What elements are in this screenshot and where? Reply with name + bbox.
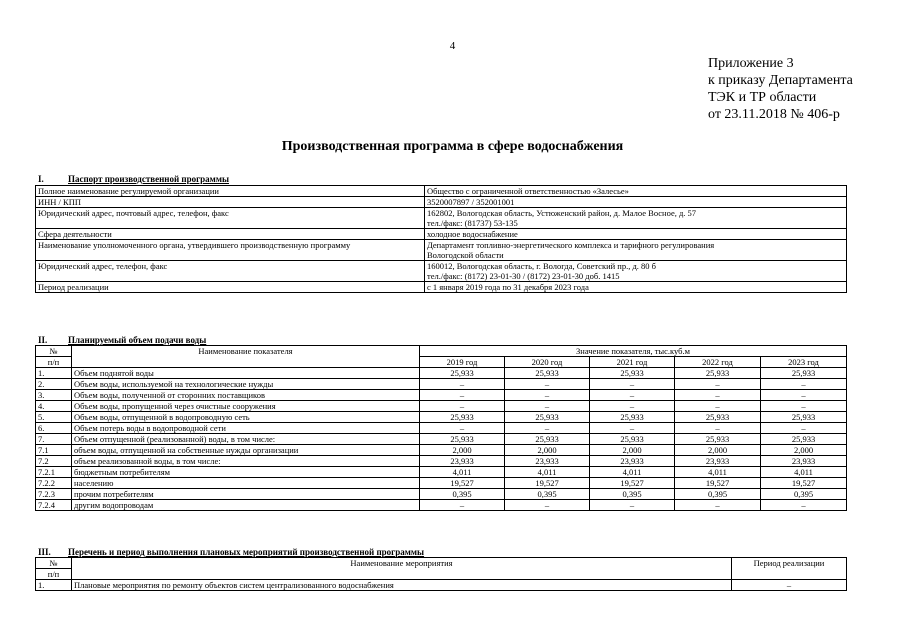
indicator-value: –: [761, 423, 847, 434]
indicator-value: 4,011: [675, 467, 761, 478]
indicator-value: 25,933: [505, 368, 590, 379]
indicator-value: 2,000: [505, 445, 590, 456]
indicator-value: –: [420, 379, 505, 390]
table-row: [36, 186, 847, 197]
indicator-value: 19,527: [505, 478, 590, 489]
page-number: 4: [449, 40, 456, 52]
passport-label: Полное наименование регулируемой организации: [36, 186, 425, 197]
indicator-value: –: [761, 500, 847, 511]
table-row: [36, 412, 847, 423]
indicator-value: 25,933: [420, 368, 505, 379]
column-header-period: Период реализации: [732, 558, 847, 580]
indicator-value: 23,933: [761, 456, 847, 467]
measures-table: [35, 557, 847, 591]
row-number: 7.2.1: [36, 467, 72, 478]
indicator-value: –: [675, 423, 761, 434]
section-title: Паспорт производственной программы: [68, 174, 229, 184]
table-row: [36, 423, 847, 434]
table-row: [36, 500, 847, 511]
row-number: 2.: [36, 379, 72, 390]
column-header-name: Наименование мероприятия: [72, 558, 732, 580]
row-number: 4.: [36, 401, 72, 412]
appendix-line: от 23.11.2018 № 406-р: [708, 107, 840, 122]
passport-value: [425, 186, 847, 197]
year-header: 2021 год: [590, 357, 675, 368]
indicator-name: прочим потребителям: [72, 489, 420, 500]
passport-label: Период реализации: [36, 282, 425, 293]
row-number: 1.: [36, 580, 72, 591]
year-header: 2023 год: [761, 357, 847, 368]
indicator-value: –: [675, 401, 761, 412]
row-number: 7.2.3: [36, 489, 72, 500]
indicator-value: –: [420, 500, 505, 511]
indicator-value: 0,395: [420, 489, 505, 500]
table-row: [36, 229, 847, 240]
passport-label: Сфера деятельности: [36, 229, 425, 240]
passport-value: [425, 282, 847, 293]
row-number: 7.2: [36, 456, 72, 467]
year-header: 2020 год: [505, 357, 590, 368]
indicator-value: 4,011: [505, 467, 590, 478]
indicator-name: объем реализованной воды, в том числе:: [72, 456, 420, 467]
indicator-value: 2,000: [590, 445, 675, 456]
indicator-value: –: [675, 390, 761, 401]
appendix-line: Приложение 3: [708, 56, 794, 71]
indicator-value: 0,395: [675, 489, 761, 500]
section-title: Планируемый объем подачи воды: [68, 335, 207, 345]
indicator-value: –: [590, 500, 675, 511]
indicator-value: 25,933: [420, 434, 505, 445]
passport-value-line: тел./факс: (8172) 23-01-30 / (8172) 23-01-30 доб. 1415: [427, 271, 620, 281]
indicator-value: 2,000: [420, 445, 505, 456]
section-number: III.: [38, 547, 51, 557]
document-title: Производственная программа в сфере водоснабжения: [281, 139, 624, 154]
column-header-number: №: [36, 346, 72, 357]
table-row: [36, 445, 847, 456]
indicator-value: –: [590, 379, 675, 390]
indicator-value: 0,395: [761, 489, 847, 500]
measure-name: Плановые мероприятия по ремонту объектов систем централизованного водоснабжения: [72, 580, 732, 591]
row-number: 3.: [36, 390, 72, 401]
indicator-value: –: [761, 401, 847, 412]
passport-value: [425, 261, 847, 282]
passport-value: [425, 197, 847, 208]
passport-value-line: холодное водоснабжение: [427, 229, 518, 239]
indicator-value: –: [505, 423, 590, 434]
passport-table: [35, 185, 847, 293]
passport-value-line: Департамент топливно-энергетического комплекса и тарифного регулирования: [427, 240, 715, 250]
indicator-name: объем воды, отпущенной на собственные нужды организации: [72, 445, 420, 456]
indicator-value: 25,933: [761, 368, 847, 379]
indicator-value: –: [505, 401, 590, 412]
row-number: 5.: [36, 412, 72, 423]
indicator-value: –: [675, 500, 761, 511]
table-row: [36, 478, 847, 489]
indicator-value: 19,527: [675, 478, 761, 489]
indicator-value: 4,011: [761, 467, 847, 478]
passport-value-line: тел./факс: (81737) 53-135: [427, 218, 518, 228]
passport-value: [425, 240, 847, 261]
indicator-value: 25,933: [505, 412, 590, 423]
table-row: [36, 489, 847, 500]
passport-value: [425, 208, 847, 229]
indicator-value: –: [505, 390, 590, 401]
section-heading: [38, 335, 206, 345]
indicator-value: 0,395: [590, 489, 675, 500]
indicator-value: 2,000: [675, 445, 761, 456]
passport-value-line: 3520007897 / 352001001: [427, 197, 515, 207]
column-header-number: №: [36, 558, 72, 569]
table-row: [36, 467, 847, 478]
indicator-value: –: [761, 379, 847, 390]
column-header-value: Значение показателя, тыс.куб.м: [420, 346, 847, 357]
indicator-value: 4,011: [420, 467, 505, 478]
section-number: I.: [38, 174, 44, 184]
indicator-name: Объем воды, отпущенной в водопроводную сеть: [72, 412, 420, 423]
year-header: 2019 год: [420, 357, 505, 368]
indicator-name: другим водопроводам: [72, 500, 420, 511]
indicator-value: –: [590, 423, 675, 434]
indicator-value: 23,933: [505, 456, 590, 467]
passport-label: Наименование уполномоченного органа, утвердившего производственную программу: [36, 240, 425, 261]
table-row: [36, 390, 847, 401]
indicator-value: 23,933: [420, 456, 505, 467]
indicator-name: бюджетным потребителям: [72, 467, 420, 478]
passport-value-line: 160012, Вологодская область, г. Вологда, Советский пр., д. 80 б: [427, 261, 657, 271]
table-row: [36, 208, 847, 229]
indicator-name: Объем воды, используемой на технологические нужды: [72, 379, 420, 390]
year-header: 2022 год: [675, 357, 761, 368]
indicator-value: –: [420, 401, 505, 412]
indicator-value: 25,933: [675, 434, 761, 445]
indicator-value: 25,933: [420, 412, 505, 423]
indicator-value: –: [505, 500, 590, 511]
table-row: [36, 282, 847, 293]
row-number: 7.2.2: [36, 478, 72, 489]
passport-label: ИНН / КПП: [36, 197, 425, 208]
table-row: [36, 261, 847, 282]
table-row: [36, 379, 847, 390]
table-row: [36, 401, 847, 412]
indicator-value: 19,527: [761, 478, 847, 489]
column-header-number: п/п: [36, 569, 72, 580]
indicator-value: –: [420, 423, 505, 434]
indicator-value: 19,527: [420, 478, 505, 489]
indicator-name: Объем потерь воды в водопроводной сети: [72, 423, 420, 434]
indicator-value: 19,527: [590, 478, 675, 489]
indicator-name: Объем воды, полученной от сторонних поставщиков: [72, 390, 420, 401]
water-volume-table: [35, 345, 847, 511]
measure-period: –: [732, 580, 847, 591]
table-row: [36, 434, 847, 445]
passport-label: Юридический адрес, почтовый адрес, телефон, факс: [36, 208, 425, 229]
passport-value-line: с 1 января 2019 года по 31 декабря 2023 года: [427, 282, 589, 292]
section-heading: [38, 547, 424, 557]
indicator-value: 25,933: [761, 412, 847, 423]
row-number: 6.: [36, 423, 72, 434]
section-title: Перечень и период выполнения плановых мероприятий производственной программы: [68, 547, 425, 557]
indicator-name: населению: [72, 478, 420, 489]
appendix-block: [708, 55, 853, 123]
column-header-number: п/п: [36, 357, 72, 368]
indicator-value: 25,933: [590, 368, 675, 379]
indicator-value: 23,933: [590, 456, 675, 467]
row-number: 1.: [36, 368, 72, 379]
indicator-value: 25,933: [505, 434, 590, 445]
passport-value-line: 162802, Вологодская область, Устюженский район, д. Малое Восное, д. 57: [427, 208, 697, 218]
indicator-name: Объем отпущенной (реализованной) воды, в том числе:: [72, 434, 420, 445]
indicator-value: –: [420, 390, 505, 401]
section-number: II.: [38, 335, 48, 345]
indicator-value: 0,395: [505, 489, 590, 500]
indicator-value: 23,933: [675, 456, 761, 467]
row-number: 7.1: [36, 445, 72, 456]
table-row: [36, 368, 847, 379]
table-row: [36, 580, 847, 591]
indicator-value: 25,933: [761, 434, 847, 445]
indicator-value: 2,000: [761, 445, 847, 456]
row-number: 7.: [36, 434, 72, 445]
passport-value-line: Вологодской области: [427, 250, 504, 260]
appendix-line: к приказу Департамента: [708, 73, 853, 88]
table-row: [36, 456, 847, 467]
passport-value-line: Общество с ограниченной ответственностью «Залесье»: [427, 186, 629, 196]
indicator-value: 4,011: [590, 467, 675, 478]
passport-label: Юридический адрес, телефон, факс: [36, 261, 425, 282]
indicator-value: –: [761, 390, 847, 401]
indicator-name: Объем поднятой воды: [72, 368, 420, 379]
table-row: [36, 240, 847, 261]
indicator-value: –: [505, 379, 590, 390]
indicator-value: –: [590, 401, 675, 412]
row-number: 7.2.4: [36, 500, 72, 511]
indicator-value: 25,933: [675, 412, 761, 423]
indicator-value: 25,933: [590, 434, 675, 445]
indicator-value: 25,933: [590, 412, 675, 423]
passport-value: [425, 229, 847, 240]
table-row: [36, 197, 847, 208]
column-header-name: Наименование показателя: [72, 346, 420, 368]
section-heading: [38, 174, 229, 184]
indicator-value: –: [590, 390, 675, 401]
indicator-name: Объем воды, пропущенной через очистные сооружения: [72, 401, 420, 412]
indicator-value: 25,933: [675, 368, 761, 379]
indicator-value: –: [675, 379, 761, 390]
appendix-line: ТЭК и ТР области: [708, 90, 817, 105]
